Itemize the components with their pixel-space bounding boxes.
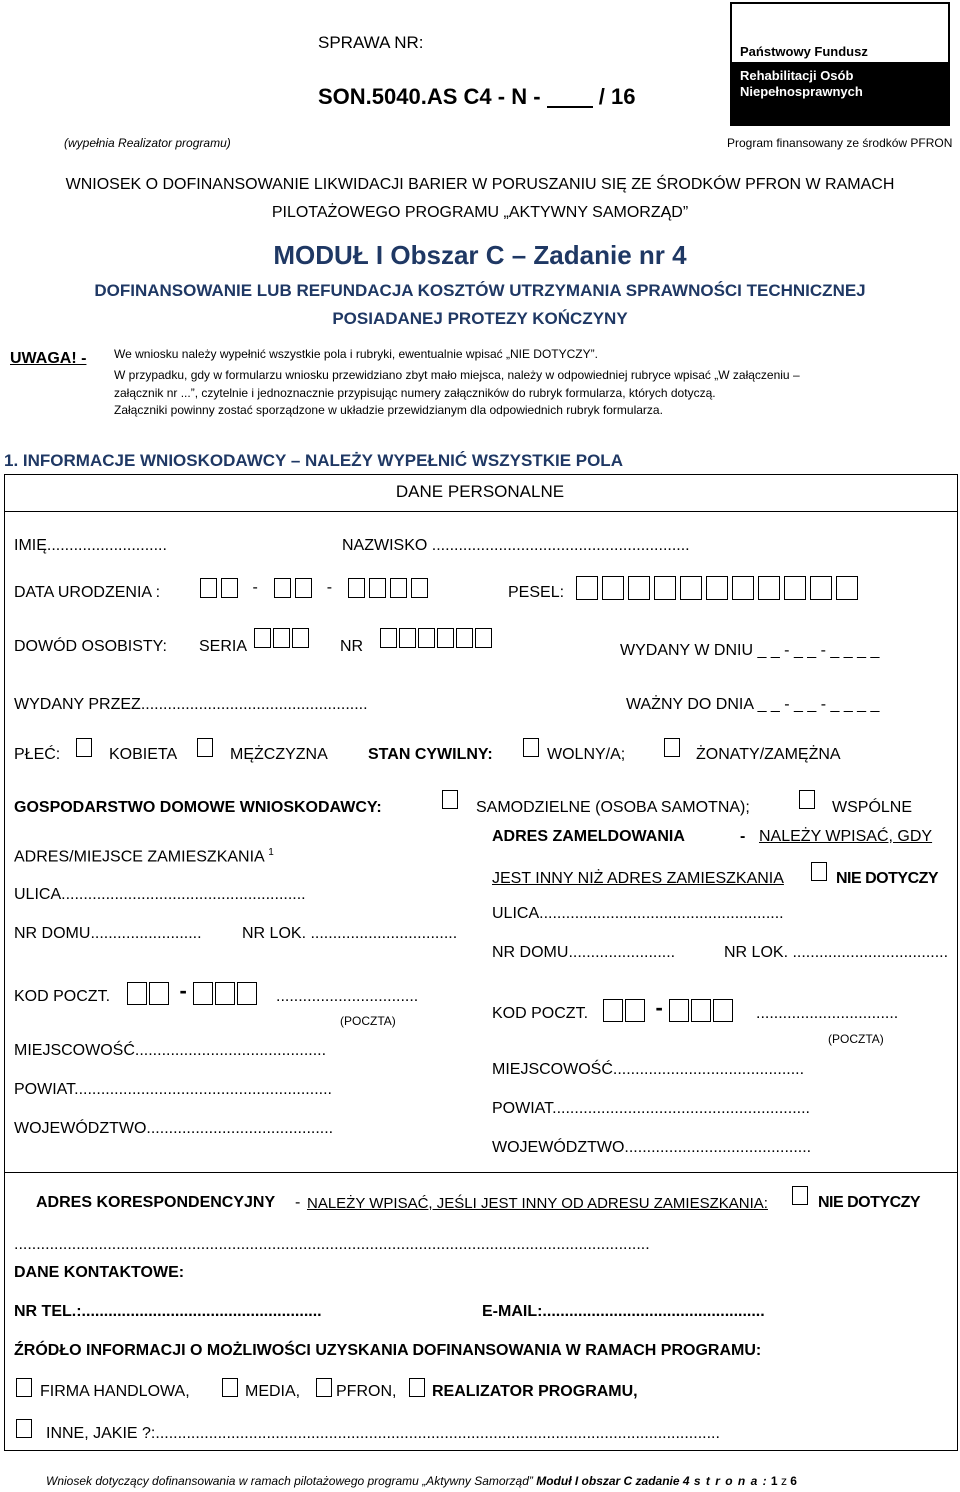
footer-bold: Moduł I obszar C zadanie 4 <box>536 1474 690 1488</box>
correspondence-note: NALEŻY WPISAĆ, JEŚLI JEST INNY OD ADRESU ZAMIESZKANIA: <box>307 1195 768 1212</box>
subtitle-line-2: POSIADANEJ PROTEZY KOŃCZYNY <box>332 309 628 328</box>
gender-male-checkbox[interactable] <box>197 738 213 757</box>
last-name-field[interactable]: NAZWISKO .......................................................... <box>342 537 690 554</box>
postal-code-right-field[interactable]: - <box>603 995 737 1022</box>
correspondence-dash: - <box>295 1194 301 1211</box>
source-pfron-label: PFRON, <box>336 1383 397 1400</box>
correspondence-na-checkbox[interactable] <box>792 1186 808 1205</box>
contact-heading: DANE KONTAKTOWE: <box>14 1264 185 1281</box>
notice-line-4: Załączniki powinny zostać sporządzone w układzie przewidzianym dla odpowiednich rubryk formularza. <box>114 403 663 417</box>
footer-page-total: 6 <box>786 1474 797 1488</box>
logo-line-1: Państwowy Fundusz <box>740 44 868 59</box>
post-office-left-field[interactable]: ................................ <box>276 988 419 1005</box>
footer-page-label: s t r o n a : <box>689 1474 768 1488</box>
household-label: GOSPODARSTWO DOMOWE WNIOSKODAWCY: <box>14 799 382 816</box>
source-realizator-label: REALIZATOR PROGRAMU, <box>432 1383 638 1400</box>
first-name-field[interactable]: IMIĘ........................... <box>14 537 167 554</box>
gender-male-label: MĘŻCZYZNA <box>230 746 328 763</box>
correspondence-address-label: ADRES KORESPONDENCYJNY <box>36 1194 276 1211</box>
footer-page-of: z <box>780 1474 787 1488</box>
personal-data-title: DANE PERSONALNE <box>395 482 565 501</box>
notice-label: UWAGA! - <box>10 350 87 367</box>
city-left-field[interactable]: MIEJSCOWOŚĆ........................................... <box>14 1042 327 1059</box>
post-office-right-hint: (POCZTA) <box>828 1032 884 1046</box>
id-series-label: SERIA <box>199 638 248 655</box>
subtitle-line-1: DOFINANSOWANIE LUB REFUNDACJA KOSZTÓW UTRZYMANIA SPRAWNOŚCI TECHNICZNEJ <box>94 281 866 300</box>
id-card-label: DOWÓD OSOBISTY: <box>14 638 167 655</box>
post-office-left-hint: (POCZTA) <box>340 1014 396 1028</box>
marital-status-label: STAN CYWILNY: <box>368 746 493 763</box>
household-single-label: SAMODZIELNE (OSOBA SAMOTNA); <box>476 799 750 816</box>
source-other-checkbox[interactable] <box>16 1419 32 1438</box>
valid-until-field[interactable]: WAŻNY DO DNIA _ _ - _ _ - _ _ _ _ <box>626 696 880 713</box>
gender-female-label: KOBIETA <box>109 746 178 763</box>
post-office-right-field[interactable]: ................................ <box>756 1005 899 1022</box>
postal-code-left-field[interactable]: - <box>127 978 261 1005</box>
house-no-left-field[interactable]: NR DOMU......................... <box>14 925 202 942</box>
source-realizator-checkbox[interactable] <box>409 1378 425 1397</box>
case-number-blank[interactable] <box>547 88 593 108</box>
registered-address-dash: - <box>740 828 746 845</box>
marital-single-label: WOLNY/A; <box>547 746 626 763</box>
id-number-label: NR <box>340 638 364 655</box>
household-single-checkbox[interactable] <box>442 790 458 809</box>
source-shop-label: FIRMA HANDLOWA, <box>40 1383 190 1400</box>
registered-na-label: NIE DOTYCZY <box>836 870 939 887</box>
info-source-heading: ŹRÓDŁO INFORMACJI O MOŻLIWOŚCI UZYSKANIA DOFINANSOWANIA W RAMACH PROGRAMU: <box>14 1342 762 1359</box>
source-pfron-checkbox[interactable] <box>316 1378 332 1397</box>
voivodeship-left-field[interactable]: WOJEWÓDZTWO.......................................... <box>14 1120 334 1137</box>
pfron-logo <box>730 2 950 126</box>
phone-field[interactable]: NR TEL.:...................................................... <box>14 1303 322 1320</box>
street-left-field[interactable]: ULICA....................................................... <box>14 886 306 903</box>
pesel-label: PESEL: <box>508 584 565 601</box>
pesel-field[interactable] <box>576 576 862 600</box>
residence-address-heading: ADRES/MIEJSCE ZAMIESZKANIA $^1$ <box>14 847 274 866</box>
source-media-checkbox[interactable] <box>222 1378 238 1397</box>
household-shared-label: WSPÓLNE <box>832 799 913 816</box>
logo-line-2: Rehabilitacji Osób <box>740 68 854 83</box>
registered-address-note-1: NALEŻY WPISAĆ, GDY <box>759 828 933 845</box>
county-right-field[interactable]: POWIAT.......................................................... <box>492 1100 810 1117</box>
module-title: MODUŁ I Obszar C – Zadanie nr 4 <box>273 240 687 270</box>
marital-single-checkbox[interactable] <box>523 738 539 757</box>
apt-no-left-field[interactable]: NR LOK. ................................. <box>242 925 458 942</box>
street-right-field[interactable]: ULICA....................................................... <box>492 905 784 922</box>
gender-female-checkbox[interactable] <box>76 738 92 757</box>
postal-code-left-label: KOD POCZT. <box>14 988 111 1005</box>
registered-address-note-2: JEST INNY NIŻ ADRES ZAMIESZKANIA <box>492 870 784 887</box>
case-number-suffix: / 16 <box>598 84 636 109</box>
logo-line-3: Niepełnosprawnych <box>740 84 863 99</box>
marital-married-checkbox[interactable] <box>664 738 680 757</box>
birth-date-label: DATA URODZENIA : <box>14 584 161 601</box>
voivodeship-right-field[interactable]: WOJEWÓDZTWO.......................................... <box>492 1139 812 1156</box>
case-number-prefix: SON.5040.AS C4 - N - <box>318 84 541 109</box>
title-line-2: PILOTAŻOWEGO PROGRAMU „AKTYWNY SAMORZĄD” <box>271 204 689 221</box>
marital-married-label: ŻONATY/ZAMĘŻNA <box>696 746 841 763</box>
correspondence-address-field[interactable]: ............................................................................................................................................... <box>14 1236 650 1253</box>
issued-by-field[interactable]: WYDANY PRZEZ................................................... <box>14 696 368 713</box>
household-shared-checkbox[interactable] <box>799 790 815 809</box>
id-number-field[interactable] <box>380 628 496 648</box>
registered-address-heading: ADRES ZAMELDOWANIA <box>492 828 685 845</box>
source-shop-checkbox[interactable] <box>16 1378 32 1397</box>
id-series-field[interactable] <box>254 628 313 648</box>
source-other-field[interactable]: INNE, JAKIE ?:............................................................................................................................... <box>46 1425 720 1442</box>
source-media-label: MEDIA, <box>245 1383 301 1400</box>
email-field[interactable]: E-MAIL:.................................................. <box>482 1303 765 1320</box>
registered-na-checkbox[interactable] <box>811 862 827 881</box>
city-right-field[interactable]: MIEJSCOWOŚĆ........................................... <box>492 1061 805 1078</box>
title-line-1: WNIOSEK O DOFINANSOWANIE LIKWIDACJI BARIER W PORUSZANIU SIĘ ZE ŚRODKÓW PFRON W RAMACH <box>65 176 895 193</box>
fill-note: (wypełnia Realizator programu) <box>64 136 231 150</box>
section-1-heading: 1. INFORMACJE WNIOSKODAWCY – NALEŻY WYPEŁNIĆ WSZYSTKIE POLA <box>4 451 623 470</box>
notice-line-2: W przypadku, gdy w formularzu wniosku przewidziano zbyt mało miejsca, należy w odpowiedniej rubryce wpisać „W załączeniu – <box>114 368 800 382</box>
postal-code-right-label: KOD POCZT. <box>492 1005 589 1022</box>
county-left-field[interactable]: POWIAT.......................................................... <box>14 1081 332 1098</box>
footer-page-number: 1 <box>767 1474 781 1488</box>
case-number <box>318 84 635 110</box>
correspondence-na-label: NIE DOTYCZY <box>818 1194 921 1211</box>
program-note: Program finansowany ze środków PFRON <box>727 136 953 150</box>
house-no-right-field[interactable]: NR DOMU........................ <box>492 944 676 961</box>
apt-no-right-field[interactable]: NR LOK. ................................... <box>724 944 949 961</box>
footer-text: Wniosek dotyczący dofinansowania w ramach pilotażowego programu „Aktywny Samorząd” <box>46 1474 537 1488</box>
birth-date-field[interactable]: - - <box>200 578 432 598</box>
case-label: SPRAWA NR: <box>318 33 424 52</box>
page-footer <box>46 1474 797 1488</box>
gender-label: PŁEĆ: <box>14 746 61 763</box>
id-issue-date-field[interactable]: WYDANY W DNIU _ _ - _ _ - _ _ _ _ <box>620 642 880 659</box>
notice-line-1: We wniosku należy wypełnić wszystkie pola i rubryki, ewentualnie wpisać „NIE DOTYCZY”. <box>114 347 598 361</box>
notice-line-3: załącznik nr ...”, czytelnie i jednoznacznie przypisując numery załączników do rubryk formularza, których dotyczą. <box>114 386 716 400</box>
